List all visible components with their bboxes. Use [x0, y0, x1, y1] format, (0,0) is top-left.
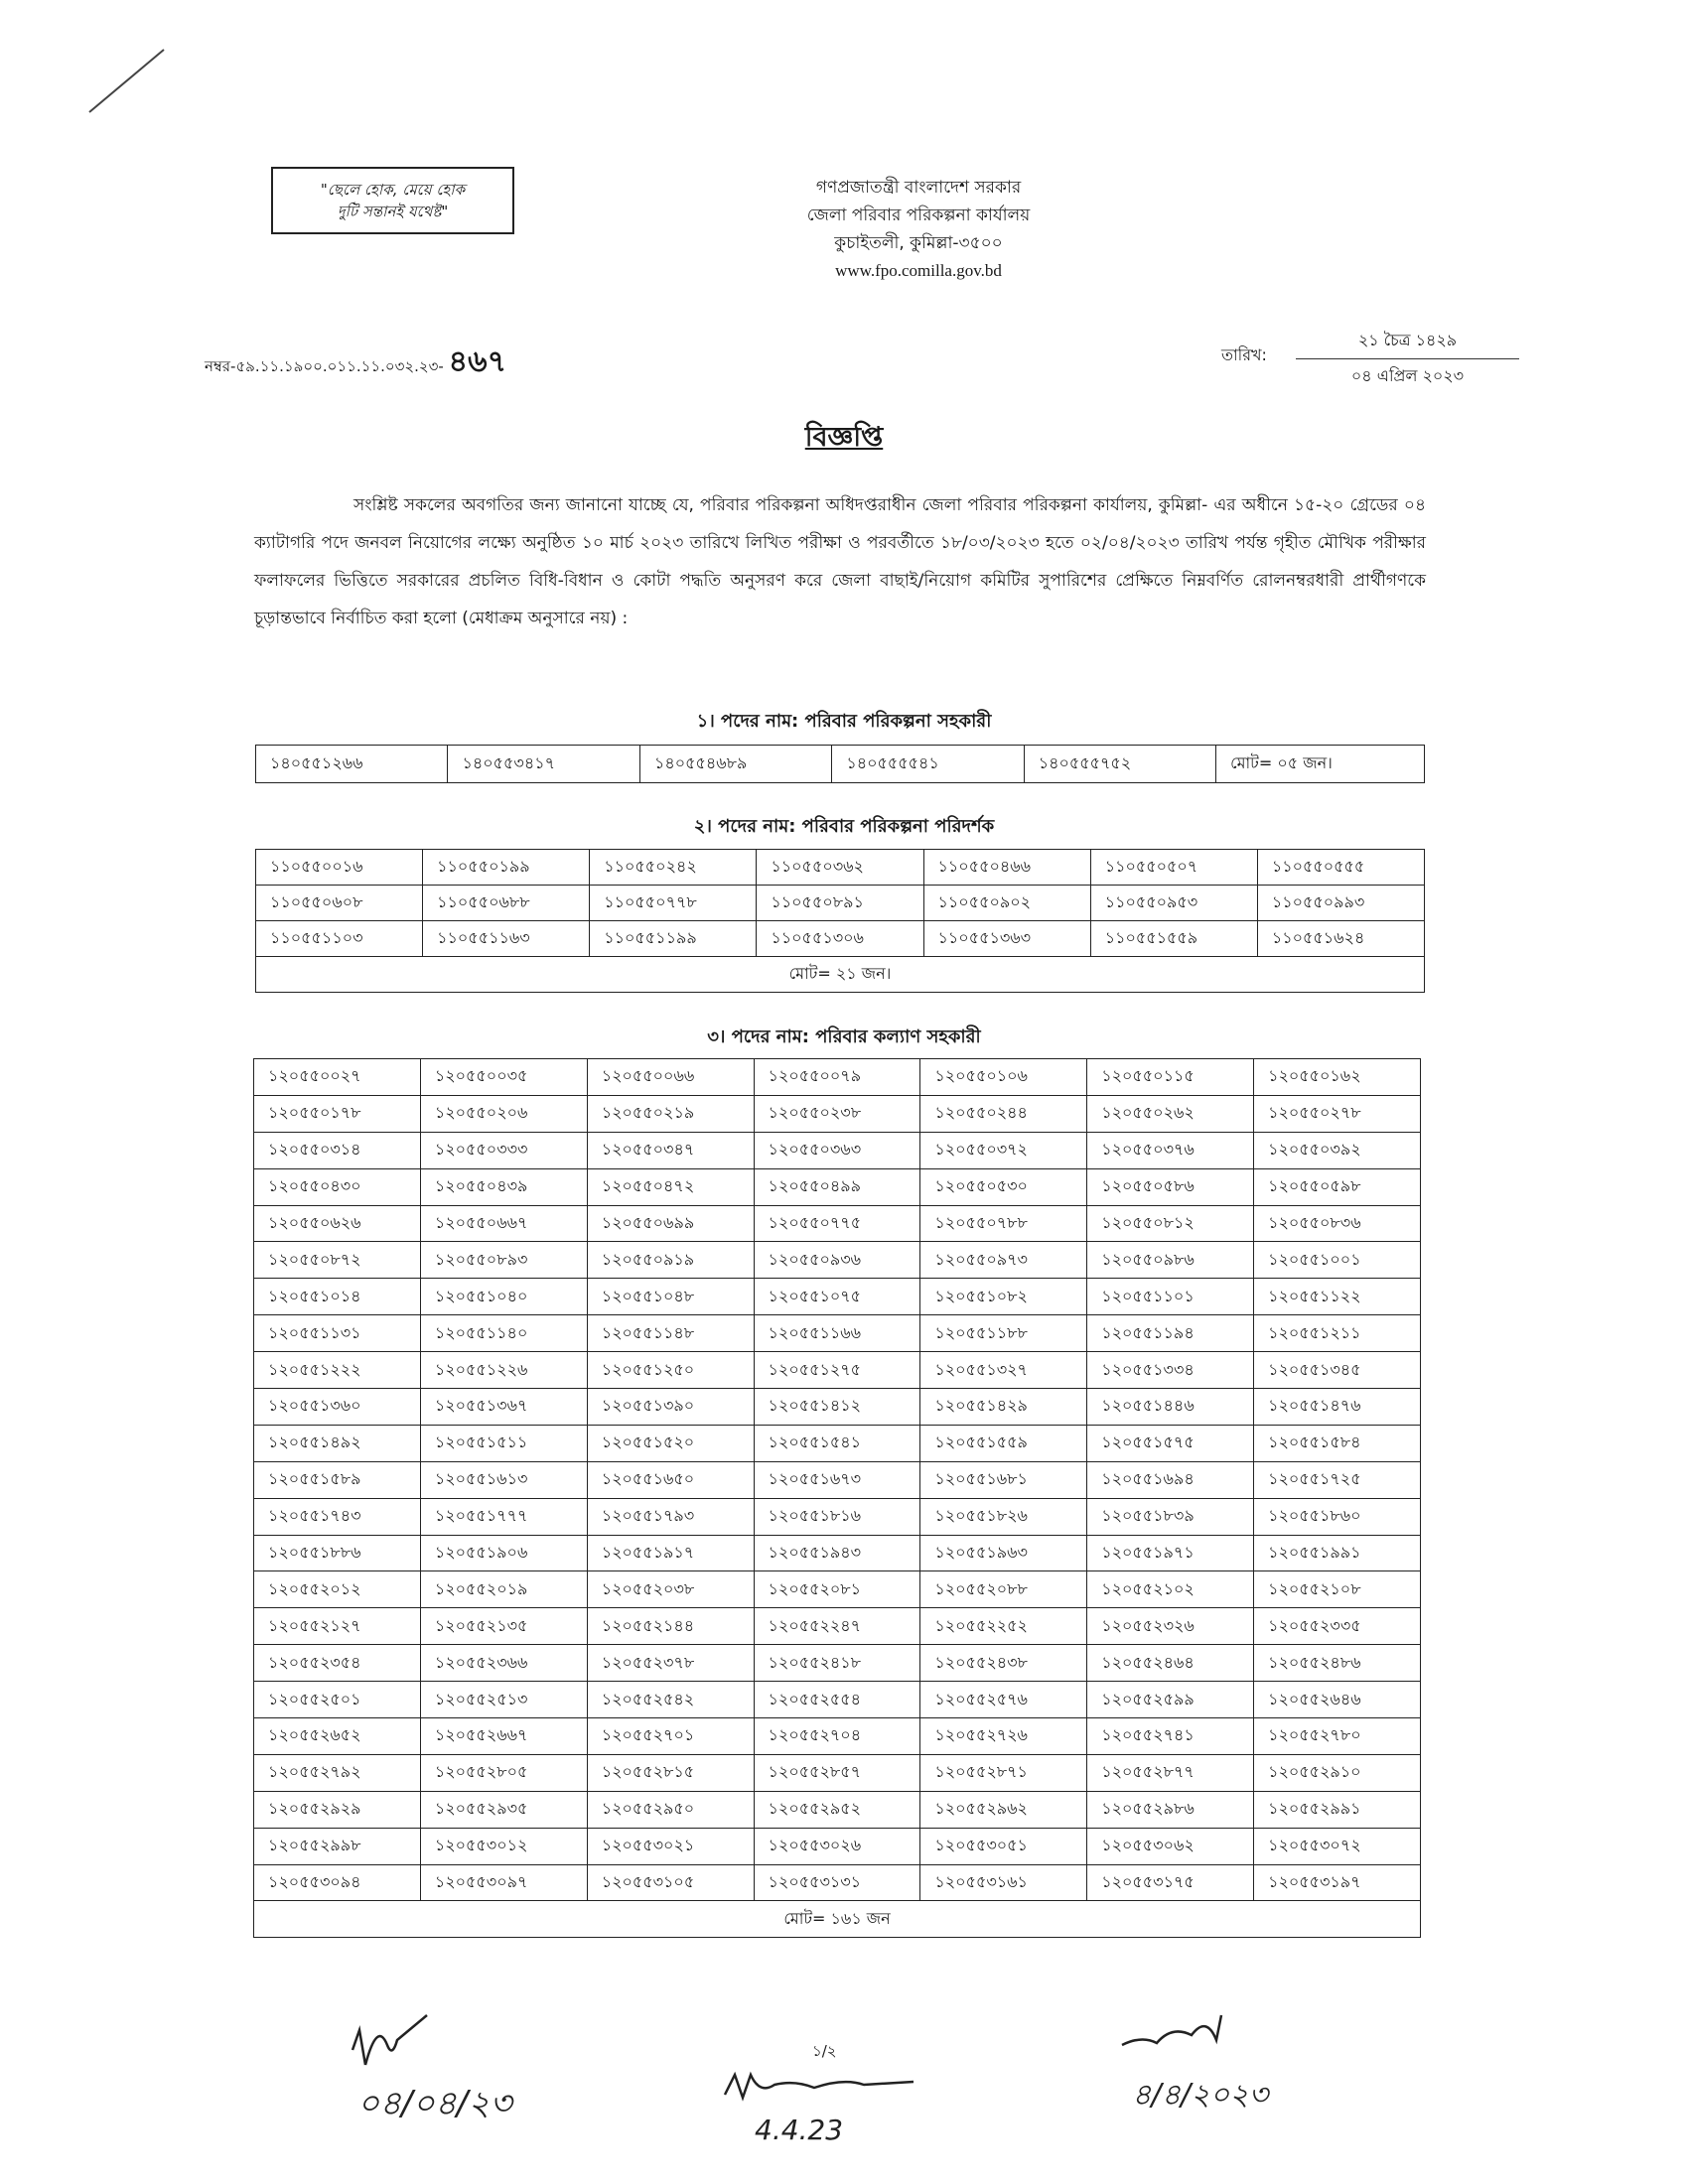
roll-cell: ১১০৫৫০৯৫৩ [1090, 886, 1257, 921]
table-row [254, 1718, 1421, 1755]
roll-cell: ১২০৫৫২৭৪১ [1087, 1718, 1254, 1755]
roll-cell: ১২০৫৫২৯৯১ [1254, 1791, 1421, 1828]
table-row [254, 1242, 1421, 1279]
roll-cell: ১২০৫৫২১০২ [1087, 1571, 1254, 1608]
roll-cell: ১২০৫৫২৩২৬ [1087, 1608, 1254, 1645]
roll-cell: ১২০৫৫২৮১৫ [587, 1754, 754, 1791]
roll-cell: ১২০৫৫১০৪০ [420, 1279, 587, 1315]
roll-cell: ১২০৫৫০৯৮৬ [1087, 1242, 1254, 1279]
table-row [254, 1389, 1421, 1426]
roll-cell: ১৪০৫৫৫৫৪১ [832, 746, 1024, 783]
roll-cell: ১২০৫৫০৯৭৩ [920, 1242, 1087, 1279]
table-row [254, 1461, 1421, 1498]
roll-cell: ১২০৫৫১৮৬০ [1254, 1498, 1421, 1535]
date-divider [1296, 358, 1519, 359]
roll-cell: ১৪০৫৫৫৭৫২ [1024, 746, 1215, 783]
roll-cell: ১২০৫৫১০৪৮ [587, 1279, 754, 1315]
roll-cell: ১২০৫৫১০৭৫ [754, 1279, 920, 1315]
roll-cell: ১২০৫৫০৮৩৬ [1254, 1205, 1421, 1242]
roll-cell: ১২০৫৫১১২২ [1254, 1279, 1421, 1315]
roll-cell: ১২০৫৫১৩৩৪ [1087, 1352, 1254, 1389]
roll-cell: ১২০৫৫২৮৭৭ [1087, 1754, 1254, 1791]
roll-cell: ১২০৫৫২৩৬৬ [420, 1645, 587, 1682]
roll-cell: ১২০৫৫১২৫০ [587, 1352, 754, 1389]
roll-cell: ১২০৫৫০৫৮৬ [1087, 1168, 1254, 1205]
roll-cell: ১২০৫৫২০৩৮ [587, 1571, 754, 1608]
roll-cell: ১২০৫৫২৯৮৬ [1087, 1791, 1254, 1828]
table-row [254, 1864, 1421, 1901]
roll-cell: ১২০৫৫১৯১৭ [587, 1535, 754, 1571]
roll-cell: ১২০৫৫১২২৬ [420, 1352, 587, 1389]
roll-cell: ১১০৫৫০৯৯৩ [1257, 886, 1424, 921]
roll-cell: ১২০৫৫১৭৯৩ [587, 1498, 754, 1535]
svg-text:৪/৪/২০২৩: ৪/৪/২০২৩ [1132, 2078, 1269, 2113]
table-row [254, 1498, 1421, 1535]
roll-cell: ১২০৫৫২৯৩৫ [420, 1791, 587, 1828]
date-bangla: ২১ চৈত্র ১৪২৯ [1357, 331, 1458, 349]
table-row [254, 1608, 1421, 1645]
roll-cell: ১২০৫৫০০৩৫ [420, 1059, 587, 1096]
table-row [256, 850, 1425, 886]
org-line1: গণপ্রজাতন্ত্রী বাংলাদেশ সরকার [815, 178, 1022, 198]
roll-cell: ১২০৫৫২০১৯ [420, 1571, 587, 1608]
svg-text:4.4.23: 4.4.23 [755, 2114, 844, 2146]
roll-cell: ১২০৫৫১৯৯১ [1254, 1535, 1421, 1571]
roll-cell: ১২০৫৫৩১৬১ [920, 1864, 1087, 1901]
roll-cell: ১২০৫৫১১৪৮ [587, 1315, 754, 1352]
roll-cell: ১২০৫৫০৫৩০ [920, 1168, 1087, 1205]
roll-cell: ১২০৫৫০২১৯ [587, 1095, 754, 1132]
roll-cell: ১২০৫৫০১৬২ [1254, 1059, 1421, 1096]
roll-cell: ১২০৫৫২৫১৩ [420, 1682, 587, 1718]
date-english: ০৪ এপ্রিল ২০২৩ [1350, 366, 1465, 385]
roll-cell: ১২০৫৫১১৪০ [420, 1315, 587, 1352]
roll-cell: ১৪০৫৫৪৬৮৯ [639, 746, 831, 783]
table-row [254, 1682, 1421, 1718]
roll-cell: ১২০৫৫২২৫২ [920, 1608, 1087, 1645]
roll-cell: ১৪০৫৫৩৪১৭ [448, 746, 639, 783]
slogan-line2: দুটি সন্তানই যথেষ্ট" [337, 203, 449, 220]
roll-cell: ১২০৫৫২৯৯৮ [254, 1828, 421, 1864]
roll-cell: ১২০৫৫০৭৮৮ [920, 1205, 1087, 1242]
roll-cell: ১২০৫৫১৮৩৯ [1087, 1498, 1254, 1535]
page-number: ১/২ [812, 2042, 837, 2060]
roll-cell: ১২০৫৫৩০১২ [420, 1828, 587, 1864]
roll-cell: ১২০৫৫০৭৭৫ [754, 1205, 920, 1242]
total-cell: মোট= ১৬১ জন [254, 1901, 1421, 1938]
notice-heading: বিজ্ঞপ্তি [804, 422, 884, 453]
signature-3 [1112, 2005, 1340, 2124]
roll-cell: ১২০৫৫২৯২৯ [254, 1791, 421, 1828]
roll-cell: ১২০৫৫০২৭৮ [1254, 1095, 1421, 1132]
roll-cell: ১২০৫৫২৯৬২ [920, 1791, 1087, 1828]
roll-cell: ১২০৫৫২৫৯৯ [1087, 1682, 1254, 1718]
roll-cell: ১২০৫৫০৪৭২ [587, 1168, 754, 1205]
date-box [1296, 328, 1519, 390]
roll-cell: ১২০৫৫৩১৯৭ [1254, 1864, 1421, 1901]
roll-cell: ১১০৫৫১১৯৯ [590, 921, 757, 957]
section1-table [255, 745, 1425, 783]
roll-cell: ১২০৫৫৩০৭২ [1254, 1828, 1421, 1864]
roll-cell: ১২০৫৫১১৩১ [254, 1315, 421, 1352]
roll-cell: ১২০৫৫২৮০৫ [420, 1754, 587, 1791]
roll-cell: ১১০৫৫১৬২৪ [1257, 921, 1424, 957]
table-row [254, 1168, 1421, 1205]
notice-body: সংশ্লিষ্ট সকলের অবগতির জন্য জানানো যাচ্ছে যে, পরিবার পরিকল্পনা অধিদপ্তরাধীন জেলা পরিবার পরিকল্পনা কার্যালয়, কুমিল্লা- এর অধীনে ১৫-২০ গ্রেডের ০৪ ক্যাটাগরি পদে জনবল নিয়োগের লক্ষ্যে অনুষ্ঠিত ১০ মার্চ ২০২৩ তারিখে লিখিত পরীক্ষা ও পরবর্তীতে ১৮/০৩/২০২৩ হতে ০২/০৪/২০২৩ তারিখ পর্যন্ত গৃহীত মৌখিক পরীক্ষার ফলাফলের ভিত্তিতে সরকারের প্রচলিত বিধি-বিধান ও কোটা পদ্ধতি অনুসরণ করে জেলা বাছাই/নিয়োগ কমিটির সুপারিশের প্রেক্ষিতে নিম্নবর্ণিত রোলনম্বরধারী প্রার্থীগণকে চূড়ান্তভাবে নির্বাচিত করা হলো (মেধাক্রম অনুসারে নয়) : [254, 495, 1426, 628]
roll-cell: ১২০৫৫১৩৯০ [587, 1389, 754, 1426]
roll-cell: ১১০৫৫১১৬৩ [423, 921, 590, 957]
roll-cell: ১২০৫৫০৬২৬ [254, 1205, 421, 1242]
roll-cell: ১২০৫৫১৩২৭ [920, 1352, 1087, 1389]
roll-cell: ১২০৫৫২৫০১ [254, 1682, 421, 1718]
roll-cell: ১২০৫৫২৬৬৭ [420, 1718, 587, 1755]
roll-cell: ১২০৫৫০৩৪৭ [587, 1132, 754, 1168]
roll-cell: ১১০৫৫০৫০৭ [1090, 850, 1257, 886]
roll-cell: ১২০৫৫২৪৬৪ [1087, 1645, 1254, 1682]
table-row [256, 886, 1425, 921]
roll-cell: ১২০৫৫১৩৬০ [254, 1389, 421, 1426]
roll-cell: ১২০৫৫৩১০৫ [587, 1864, 754, 1901]
memo-number [205, 338, 506, 388]
roll-cell: ১২০৫৫২৩৭৮ [587, 1645, 754, 1682]
slogan-box [271, 167, 514, 234]
table-row [254, 1645, 1421, 1682]
roll-cell: ১১০৫৫০৬৮৮ [423, 886, 590, 921]
svg-text:০৪/০৪/২৩: ০৪/০৪/২৩ [357, 2084, 512, 2123]
table-row [254, 1279, 1421, 1315]
roll-cell: ১২০৫৫২৪৩৮ [920, 1645, 1087, 1682]
total-row [254, 1901, 1421, 1938]
roll-cell: ১২০৫৫২৭০৪ [754, 1718, 920, 1755]
roll-cell: ১২০৫৫১৪২৯ [920, 1389, 1087, 1426]
roll-cell: ১২০৫৫২৯৫২ [754, 1791, 920, 1828]
roll-cell: ১২০৫৫০০৬৬ [587, 1059, 754, 1096]
signature-1 [338, 2010, 556, 2129]
roll-cell: ১২০৫৫০৩১৪ [254, 1132, 421, 1168]
roll-cell: ১২০৫৫১৯৭১ [1087, 1535, 1254, 1571]
roll-cell: ১১০৫৫০২৪২ [590, 850, 757, 886]
roll-cell: ১২০৫৫২০৮৮ [920, 1571, 1087, 1608]
website: www.fpo.comilla.gov.bd [835, 261, 1002, 280]
org-line3: কুচাইতলী, কুমিল্লা-৩৫০০ [834, 233, 1003, 253]
roll-cell: ১২০৫৫১১৬৬ [754, 1315, 920, 1352]
section3-table [253, 1058, 1421, 1938]
slogan-line1: "ছেলে হোক, মেয়ে হোক [320, 181, 466, 199]
roll-cell: ১২০৫৫২৫৫৪ [754, 1682, 920, 1718]
roll-cell: ১২০৫৫১৬৫০ [587, 1461, 754, 1498]
roll-cell: ১১০৫৫০১৯৯ [423, 850, 590, 886]
roll-cell: ১২০৫৫৩১৩১ [754, 1864, 920, 1901]
table-row [254, 1425, 1421, 1461]
roll-cell: ১২০৫৫২৮৫৭ [754, 1754, 920, 1791]
roll-cell: ১২০৫৫২৭২৬ [920, 1718, 1087, 1755]
table-row [254, 1754, 1421, 1791]
roll-cell: ১২০৫৫১৭৭৭ [420, 1498, 587, 1535]
total-cell: মোট= ০৫ জন। [1216, 746, 1425, 783]
roll-cell: ১২০৫৫১৫২০ [587, 1425, 754, 1461]
roll-cell: ১২০৫৫০৩৭৬ [1087, 1132, 1254, 1168]
roll-cell: ১২০৫৫০৯৩৬ [754, 1242, 920, 1279]
roll-cell: ১১০৫৫১১০৩ [256, 921, 423, 957]
total-cell: মোট= ২১ জন। [256, 957, 1425, 993]
roll-cell: ১২০৫৫৩১৭৫ [1087, 1864, 1254, 1901]
roll-cell: ১২০৫৫০৯১৯ [587, 1242, 754, 1279]
roll-cell: ১১০৫৫১৫৫৯ [1090, 921, 1257, 957]
roll-cell: ১২০৫৫২০৮১ [754, 1571, 920, 1608]
organization-header [755, 174, 1082, 285]
roll-cell: ১২০৫৫০৪৩০ [254, 1168, 421, 1205]
roll-cell: ১২০৫৫১৬৭৩ [754, 1461, 920, 1498]
roll-cell: ১২০৫৫৩০২৬ [754, 1828, 920, 1864]
roll-cell: ১২০৫৫২৯৫০ [587, 1791, 754, 1828]
roll-cell: ১২০৫৫০৪৯৯ [754, 1168, 920, 1205]
roll-cell: ১১০৫৫০০১৬ [256, 850, 423, 886]
roll-cell: ১২০৫৫১৯৪৩ [754, 1535, 920, 1571]
roll-cell: ১২০৫৫১৫৮৯ [254, 1461, 421, 1498]
roll-cell: ১২০৫৫০১০৬ [920, 1059, 1087, 1096]
roll-cell: ১২০৫৫২১৪৪ [587, 1608, 754, 1645]
roll-cell: ১২০৫৫৩০৯৪ [254, 1864, 421, 1901]
table-row [254, 1059, 1421, 1096]
roll-cell: ১২০৫৫০৩৬৩ [754, 1132, 920, 1168]
table-row [254, 1571, 1421, 1608]
roll-cell: ১২০৫৫০২৩৮ [754, 1095, 920, 1132]
roll-cell: ১২০৫৫০৩৯২ [1254, 1132, 1421, 1168]
roll-cell: ১২০৫৫১৫৮৪ [1254, 1425, 1421, 1461]
roll-cell: ১২০৫৫১০০১ [1254, 1242, 1421, 1279]
roll-cell: ১২০৫৫২১৩৫ [420, 1608, 587, 1645]
table-row [254, 1315, 1421, 1352]
roll-cell: ১২০৫৫১৫৫৯ [920, 1425, 1087, 1461]
section2-title: ২। পদের নাম: পরিবার পরিকল্পনা পরিদর্শক [693, 816, 995, 837]
roll-cell: ১২০৫৫৩০২১ [587, 1828, 754, 1864]
roll-cell: ১২০৫৫১৪৪৬ [1087, 1389, 1254, 1426]
roll-cell: ১২০৫৫১৪১২ [754, 1389, 920, 1426]
roll-cell: ১২০৫৫২৯১০ [1254, 1754, 1421, 1791]
roll-cell: ১২০৫৫১৮৮৬ [254, 1535, 421, 1571]
roll-cell: ১১০৫৫১৩৬৩ [923, 921, 1090, 957]
roll-cell: ১২০৫৫০৪৩৯ [420, 1168, 587, 1205]
roll-cell: ১১০৫৫০৫৫৫ [1257, 850, 1424, 886]
roll-cell: ১২০৫৫১৬৮১ [920, 1461, 1087, 1498]
roll-cell: ১২০৫৫২২৪৭ [754, 1608, 920, 1645]
roll-cell: ১২০৫৫৩০৬২ [1087, 1828, 1254, 1864]
roll-cell: ১২০৫৫০০২৭ [254, 1059, 421, 1096]
roll-cell: ১২০৫৫১১০১ [1087, 1279, 1254, 1315]
roll-cell: ১২০৫৫১০৮২ [920, 1279, 1087, 1315]
roll-cell: ১২০৫৫০৮১২ [1087, 1205, 1254, 1242]
roll-cell: ১২০৫৫১১৮৮ [920, 1315, 1087, 1352]
roll-cell: ১২০৫৫২৬৪৬ [1254, 1682, 1421, 1718]
roll-cell: ১২০৫৫১৬৯৪ [1087, 1461, 1254, 1498]
roll-cell: ১২০৫৫২৭০১ [587, 1718, 754, 1755]
table-row [256, 921, 1425, 957]
roll-cell: ১২০৫৫০০৭৯ [754, 1059, 920, 1096]
roll-cell: ১২০৫৫০২৬২ [1087, 1095, 1254, 1132]
table-row [254, 1205, 1421, 1242]
roll-cell: ১২০৫৫০২৪৪ [920, 1095, 1087, 1132]
total-row [256, 957, 1425, 993]
roll-cell: ১২০৫৫১৭৪৩ [254, 1498, 421, 1535]
roll-cell: ১২০৫৫০১৭৮ [254, 1095, 421, 1132]
roll-cell: ১২০৫৫২৫৭৬ [920, 1682, 1087, 1718]
table-row [254, 1535, 1421, 1571]
pen-mark [84, 45, 174, 119]
roll-cell: ১২০৫৫০২০৬ [420, 1095, 587, 1132]
roll-cell: ১২০৫৫১৮১৬ [754, 1498, 920, 1535]
roll-cell: ১২০৫৫০৮৭২ [254, 1242, 421, 1279]
table-row [254, 1132, 1421, 1168]
roll-cell: ১২০৫৫১৮২৬ [920, 1498, 1087, 1535]
roll-cell: ১২০৫৫২৬৫২ [254, 1718, 421, 1755]
table-row [256, 746, 1425, 783]
roll-cell: ১২০৫৫২৭৯২ [254, 1754, 421, 1791]
roll-cell: ১২০৫৫৩০৫১ [920, 1828, 1087, 1864]
roll-cell: ১১০৫৫০৩৬২ [757, 850, 923, 886]
table-row [254, 1828, 1421, 1864]
roll-cell: ১২০৫৫১৫৭৫ [1087, 1425, 1254, 1461]
roll-cell: ১২০৫৫০৬৯৯ [587, 1205, 754, 1242]
roll-cell: ১২০৫৫০৮৯৩ [420, 1242, 587, 1279]
roll-cell: ১২০৫৫২১২৭ [254, 1608, 421, 1645]
roll-cell: ১১০৫৫০৬০৮ [256, 886, 423, 921]
section1-title: ১। পদের নাম: পরিবার পরিকল্পনা সহকারী [696, 711, 992, 732]
roll-cell: ১২০৫৫১০১৪ [254, 1279, 421, 1315]
roll-cell: ১২০৫৫২৫৪২ [587, 1682, 754, 1718]
roll-cell: ১২০৫৫২১০৮ [1254, 1571, 1421, 1608]
roll-cell: ১৪০৫৫১২৬৬ [256, 746, 448, 783]
roll-cell: ১২০৫৫২০১২ [254, 1571, 421, 1608]
roll-cell: ১২০৫৫১৫৪১ [754, 1425, 920, 1461]
roll-cell: ১২০৫৫০১১৫ [1087, 1059, 1254, 1096]
roll-cell: ১২০৫৫০৬৬৭ [420, 1205, 587, 1242]
roll-cell: ১২০৫৫২৩৫৪ [254, 1645, 421, 1682]
roll-cell: ১২০৫৫০৫৯৮ [1254, 1168, 1421, 1205]
section2-table [255, 849, 1425, 993]
roll-cell: ১২০৫৫০৩৩৩ [420, 1132, 587, 1168]
roll-cell: ১২০৫৫২৪৮৬ [1254, 1645, 1421, 1682]
roll-cell: ১২০৫৫১৪৯২ [254, 1425, 421, 1461]
roll-cell: ১২০৫৫২৮৭১ [920, 1754, 1087, 1791]
roll-cell: ১১০৫৫০৪৬৬ [923, 850, 1090, 886]
roll-cell: ১২০৫৫১৯০৬ [420, 1535, 587, 1571]
org-line2: জেলা পরিবার পরিকল্পনা কার্যালয় [806, 205, 1031, 225]
roll-cell: ১২০৫৫১৩৪৫ [1254, 1352, 1421, 1389]
section3-title: ৩। পদের নাম: পরিবার কল্যাণ সহকারী [707, 1026, 981, 1047]
roll-cell: ১২০৫৫১২১১ [1254, 1315, 1421, 1352]
date-label: তারিখ: [1221, 345, 1267, 364]
roll-cell: ১২০৫৫১৯৬৩ [920, 1535, 1087, 1571]
roll-cell: ১২০৫৫১৬১৩ [420, 1461, 587, 1498]
table-row [254, 1095, 1421, 1132]
memo-number-text: নম্বর-৫৯.১১.১৯০০.০১১.১১.০৩২.২৩- [205, 357, 444, 375]
signature-2 [715, 2060, 943, 2149]
roll-cell: ১১০৫৫০৮৯১ [757, 886, 923, 921]
roll-cell: ১২০৫৫১৪৭৬ [1254, 1389, 1421, 1426]
roll-cell: ১১০৫৫১৩০৬ [757, 921, 923, 957]
roll-cell: ১১০৫৫০৭৭৮ [590, 886, 757, 921]
roll-cell: ১২০৫৫০৩৭২ [920, 1132, 1087, 1168]
roll-cell: ১১০৫৫০৯০২ [923, 886, 1090, 921]
roll-cell: ১২০৫৫১২৭৫ [754, 1352, 920, 1389]
roll-cell: ১২০৫৫১১৯৪ [1087, 1315, 1254, 1352]
table-row [254, 1352, 1421, 1389]
table-row [254, 1791, 1421, 1828]
roll-cell: ১২০৫৫৩০৯৭ [420, 1864, 587, 1901]
roll-cell: ১২০৫৫১৩৬৭ [420, 1389, 587, 1426]
roll-cell: ১২০৫৫২৩৩৫ [1254, 1608, 1421, 1645]
roll-cell: ১২০৫৫২৭৮০ [1254, 1718, 1421, 1755]
roll-cell: ১২০৫৫২৪১৮ [754, 1645, 920, 1682]
memo-handwritten-number: ৪৬৭ [448, 344, 507, 379]
roll-cell: ১২০৫৫১৭২৫ [1254, 1461, 1421, 1498]
roll-cell: ১২০৫৫১২২২ [254, 1352, 421, 1389]
roll-cell: ১২০৫৫১৫১১ [420, 1425, 587, 1461]
